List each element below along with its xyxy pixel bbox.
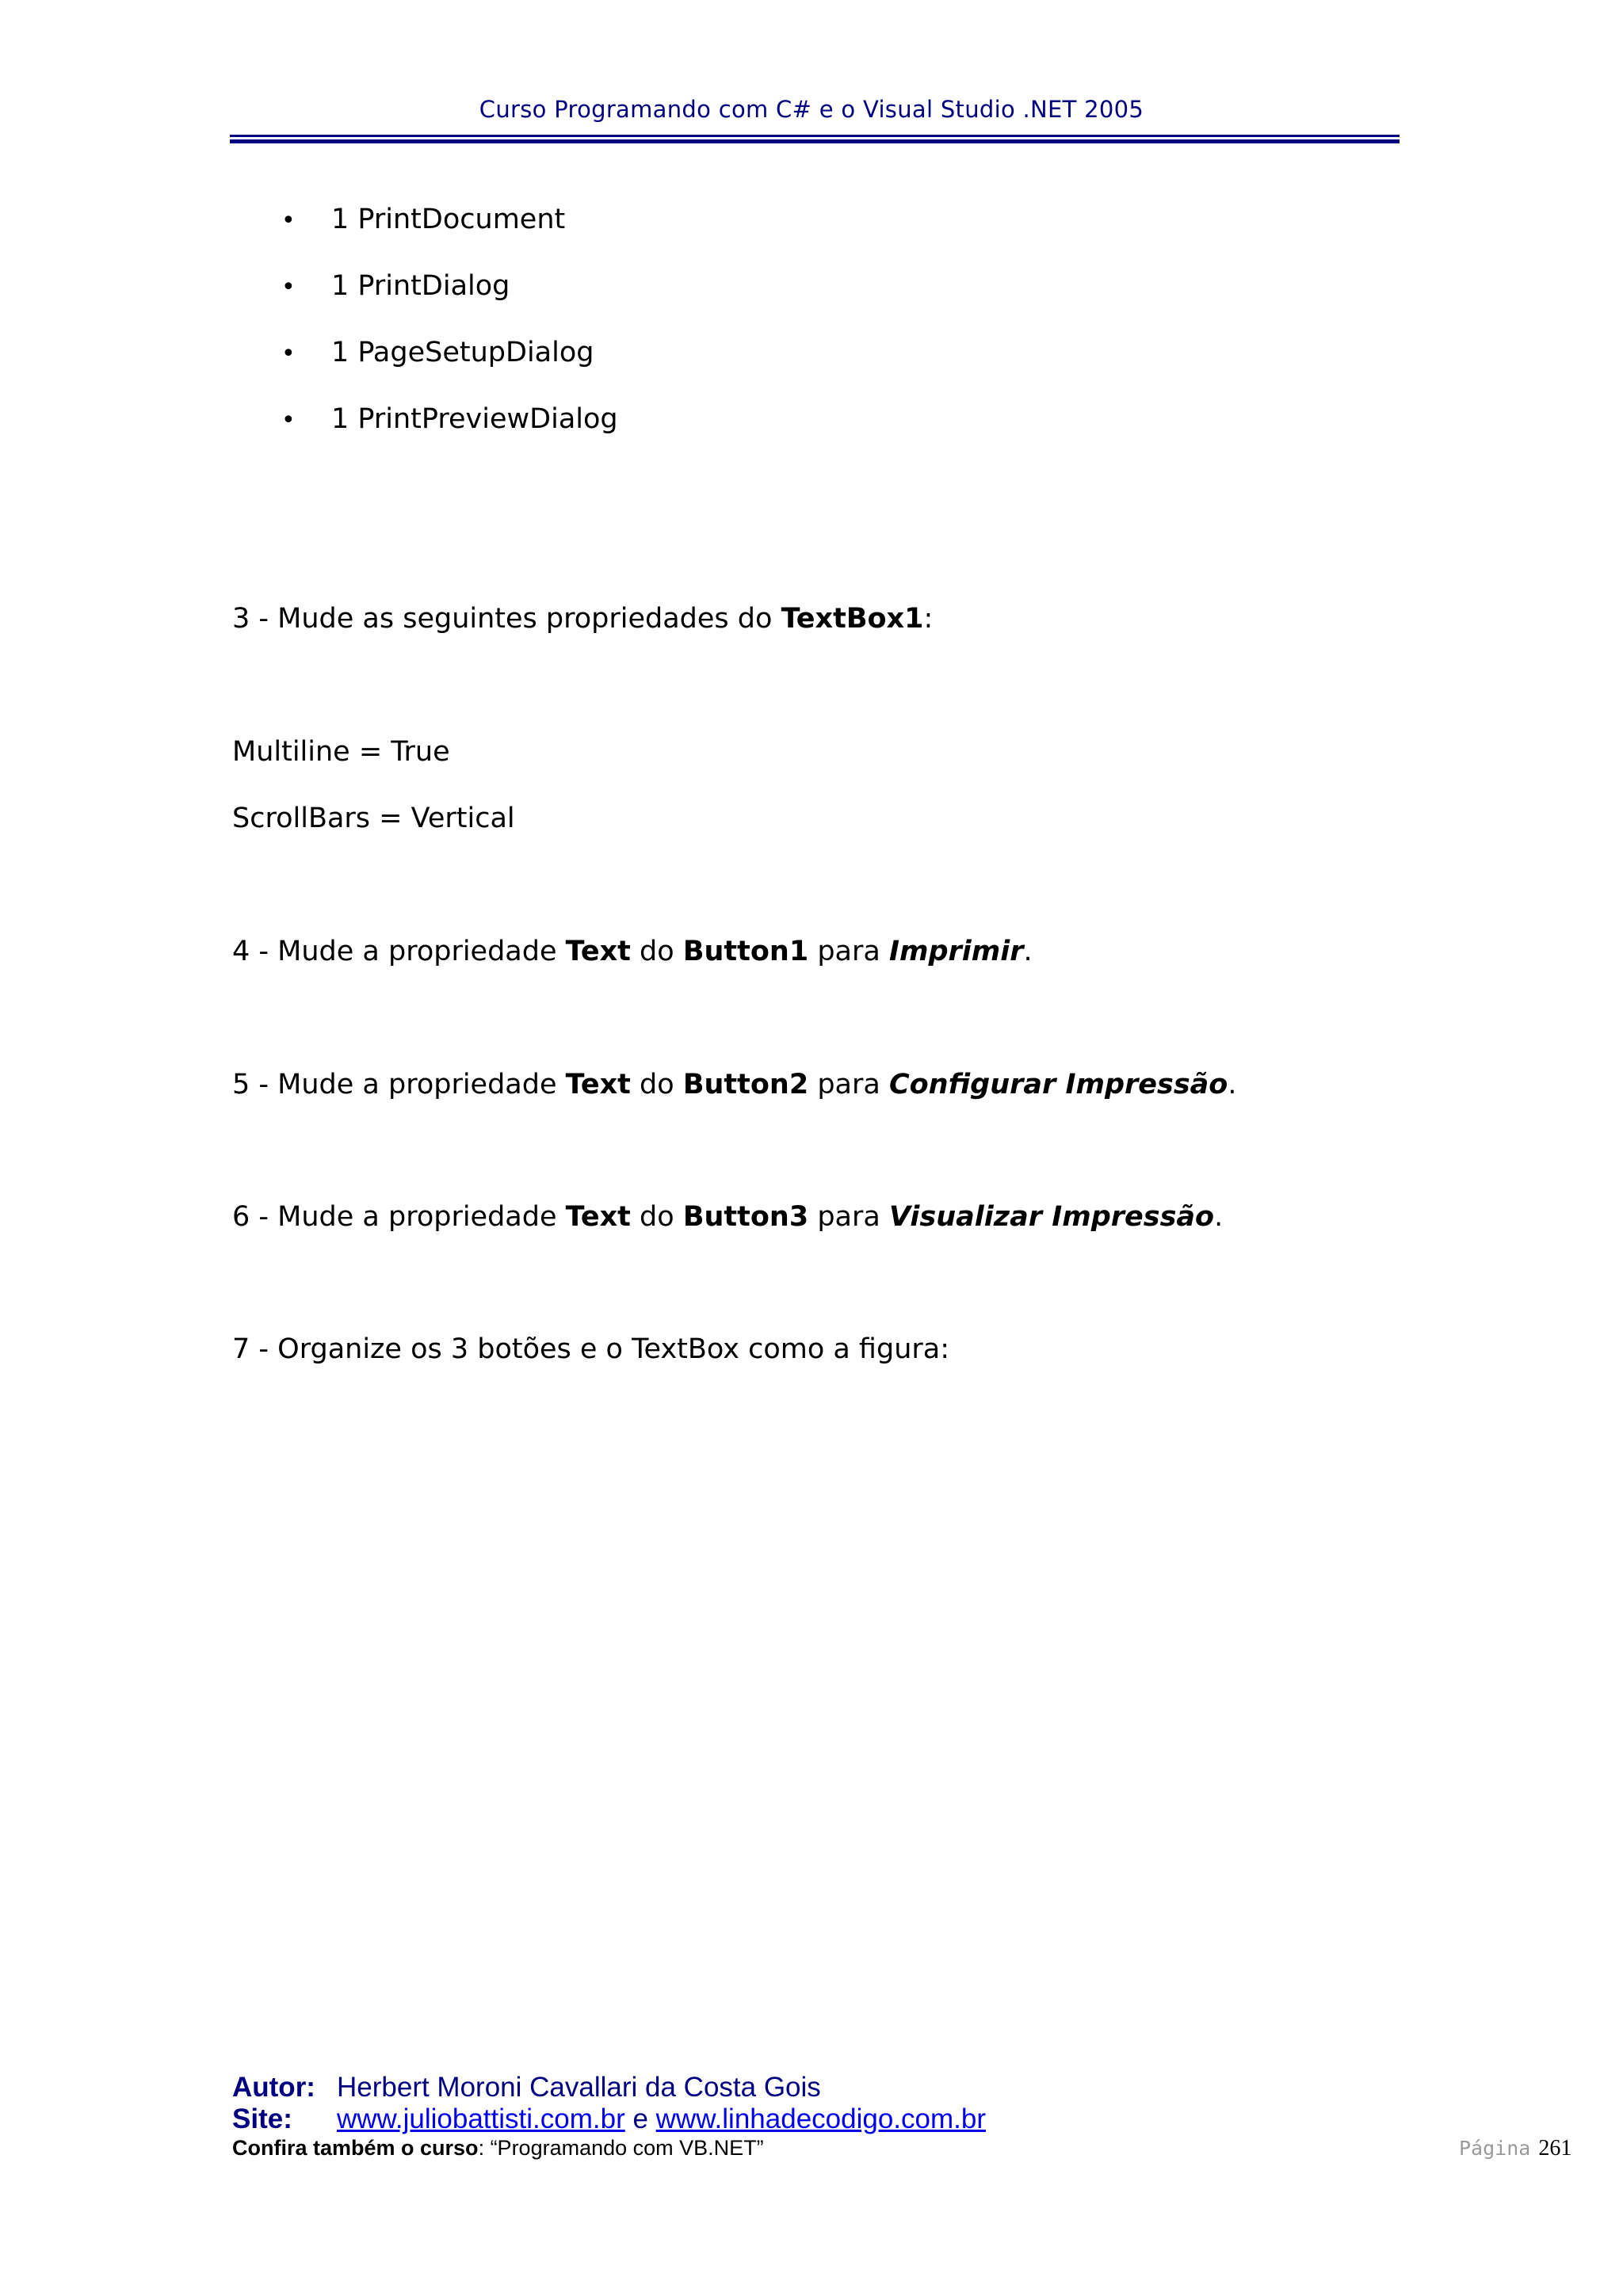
step-6-end: .: [1214, 1201, 1224, 1233]
property-scrollbars: ScrollBars = Vertical: [232, 803, 515, 834]
step-3-suffix: :: [923, 603, 934, 635]
step-6-property: Text: [565, 1201, 631, 1233]
step-6-text: 6 - Mude a propriedade: [232, 1201, 566, 1233]
page-footer: [232, 2072, 1572, 2161]
bullet-icon: •: [281, 207, 296, 235]
list-item: [281, 403, 618, 437]
page-number: [1459, 2135, 1571, 2161]
footer-course-note: [232, 2135, 764, 2161]
bullet-icon: •: [281, 406, 296, 434]
property-multiline: Multiline = True: [232, 736, 450, 768]
step-5-connector: do: [630, 1069, 683, 1100]
page-number-label: Página: [1459, 2137, 1531, 2160]
footer-note-bold: Confira também o curso: [232, 2136, 479, 2160]
list-item: [281, 337, 594, 370]
header-rule-thin: [230, 135, 1400, 137]
list-item: [281, 204, 565, 237]
step-4-end: .: [1023, 936, 1033, 967]
list-item-text: 1 PrintDocument: [331, 204, 566, 235]
footer-author-row: [232, 2072, 1405, 2103]
step-5-property: Text: [565, 1069, 631, 1100]
footer-link-linhadecodigo[interactable]: www.linhadecodigo.com.br: [655, 2103, 986, 2134]
step-5-connector-2: para: [808, 1069, 889, 1100]
step-3-paragraph: [232, 603, 933, 635]
footer-author-name: Herbert Moroni Cavallari da Costa Gois: [337, 2072, 821, 2103]
step-4-connector-2: para: [808, 936, 889, 967]
step-4-connector: do: [630, 936, 683, 967]
footer-author-label: Autor:: [232, 2072, 315, 2103]
list-item-text: 1 PrintDialog: [331, 270, 510, 302]
step-6-connector-2: para: [808, 1201, 889, 1233]
step-5-control: Button2: [682, 1069, 809, 1100]
bullet-icon: •: [281, 340, 296, 368]
step-5-value: Configurar Impressão: [888, 1069, 1228, 1100]
header-rule-thick: [230, 139, 1400, 143]
step-4-text: 4 - Mude a propriedade: [232, 936, 566, 967]
step-4-value: Imprimir: [888, 936, 1024, 967]
list-item-text: 1 PrintPreviewDialog: [331, 403, 618, 435]
step-4-control: Button1: [682, 936, 809, 967]
step-7-paragraph: 7 - Organize os 3 botões e o TextBox como a figura:: [232, 1333, 950, 1365]
step-3-target: TextBox1: [781, 603, 924, 635]
step-6-control: Button3: [682, 1201, 809, 1233]
step-6-paragraph: [232, 1201, 1223, 1233]
footer-site-row: [232, 2103, 1405, 2135]
step-4-paragraph: [232, 936, 1033, 967]
step-4-property: Text: [565, 936, 631, 967]
list-item-text: 1 PageSetupDialog: [331, 337, 594, 368]
page-header-title: Curso Programando com C# e o Visual Studio .NET 2005: [479, 96, 1144, 123]
footer-site-and: e: [624, 2103, 656, 2134]
step-5-text: 5 - Mude a propriedade: [232, 1069, 566, 1100]
list-item: [281, 270, 510, 303]
step-6-value: Visualizar Impressão: [888, 1201, 1215, 1233]
footer-note-rest: : “Programando com VB.NET”: [478, 2136, 764, 2160]
step-3-text: 3 - Mude as seguintes propriedades do: [232, 603, 781, 635]
footer-site-label: Site:: [232, 2103, 292, 2134]
step-5-end: .: [1228, 1069, 1237, 1100]
step-6-connector: do: [630, 1201, 683, 1233]
bullet-icon: •: [281, 273, 296, 301]
footer-link-juliobattisti[interactable]: www.juliobattisti.com.br: [337, 2103, 625, 2134]
step-5-paragraph: [232, 1069, 1236, 1100]
page-number-value: 261: [1538, 2136, 1572, 2161]
